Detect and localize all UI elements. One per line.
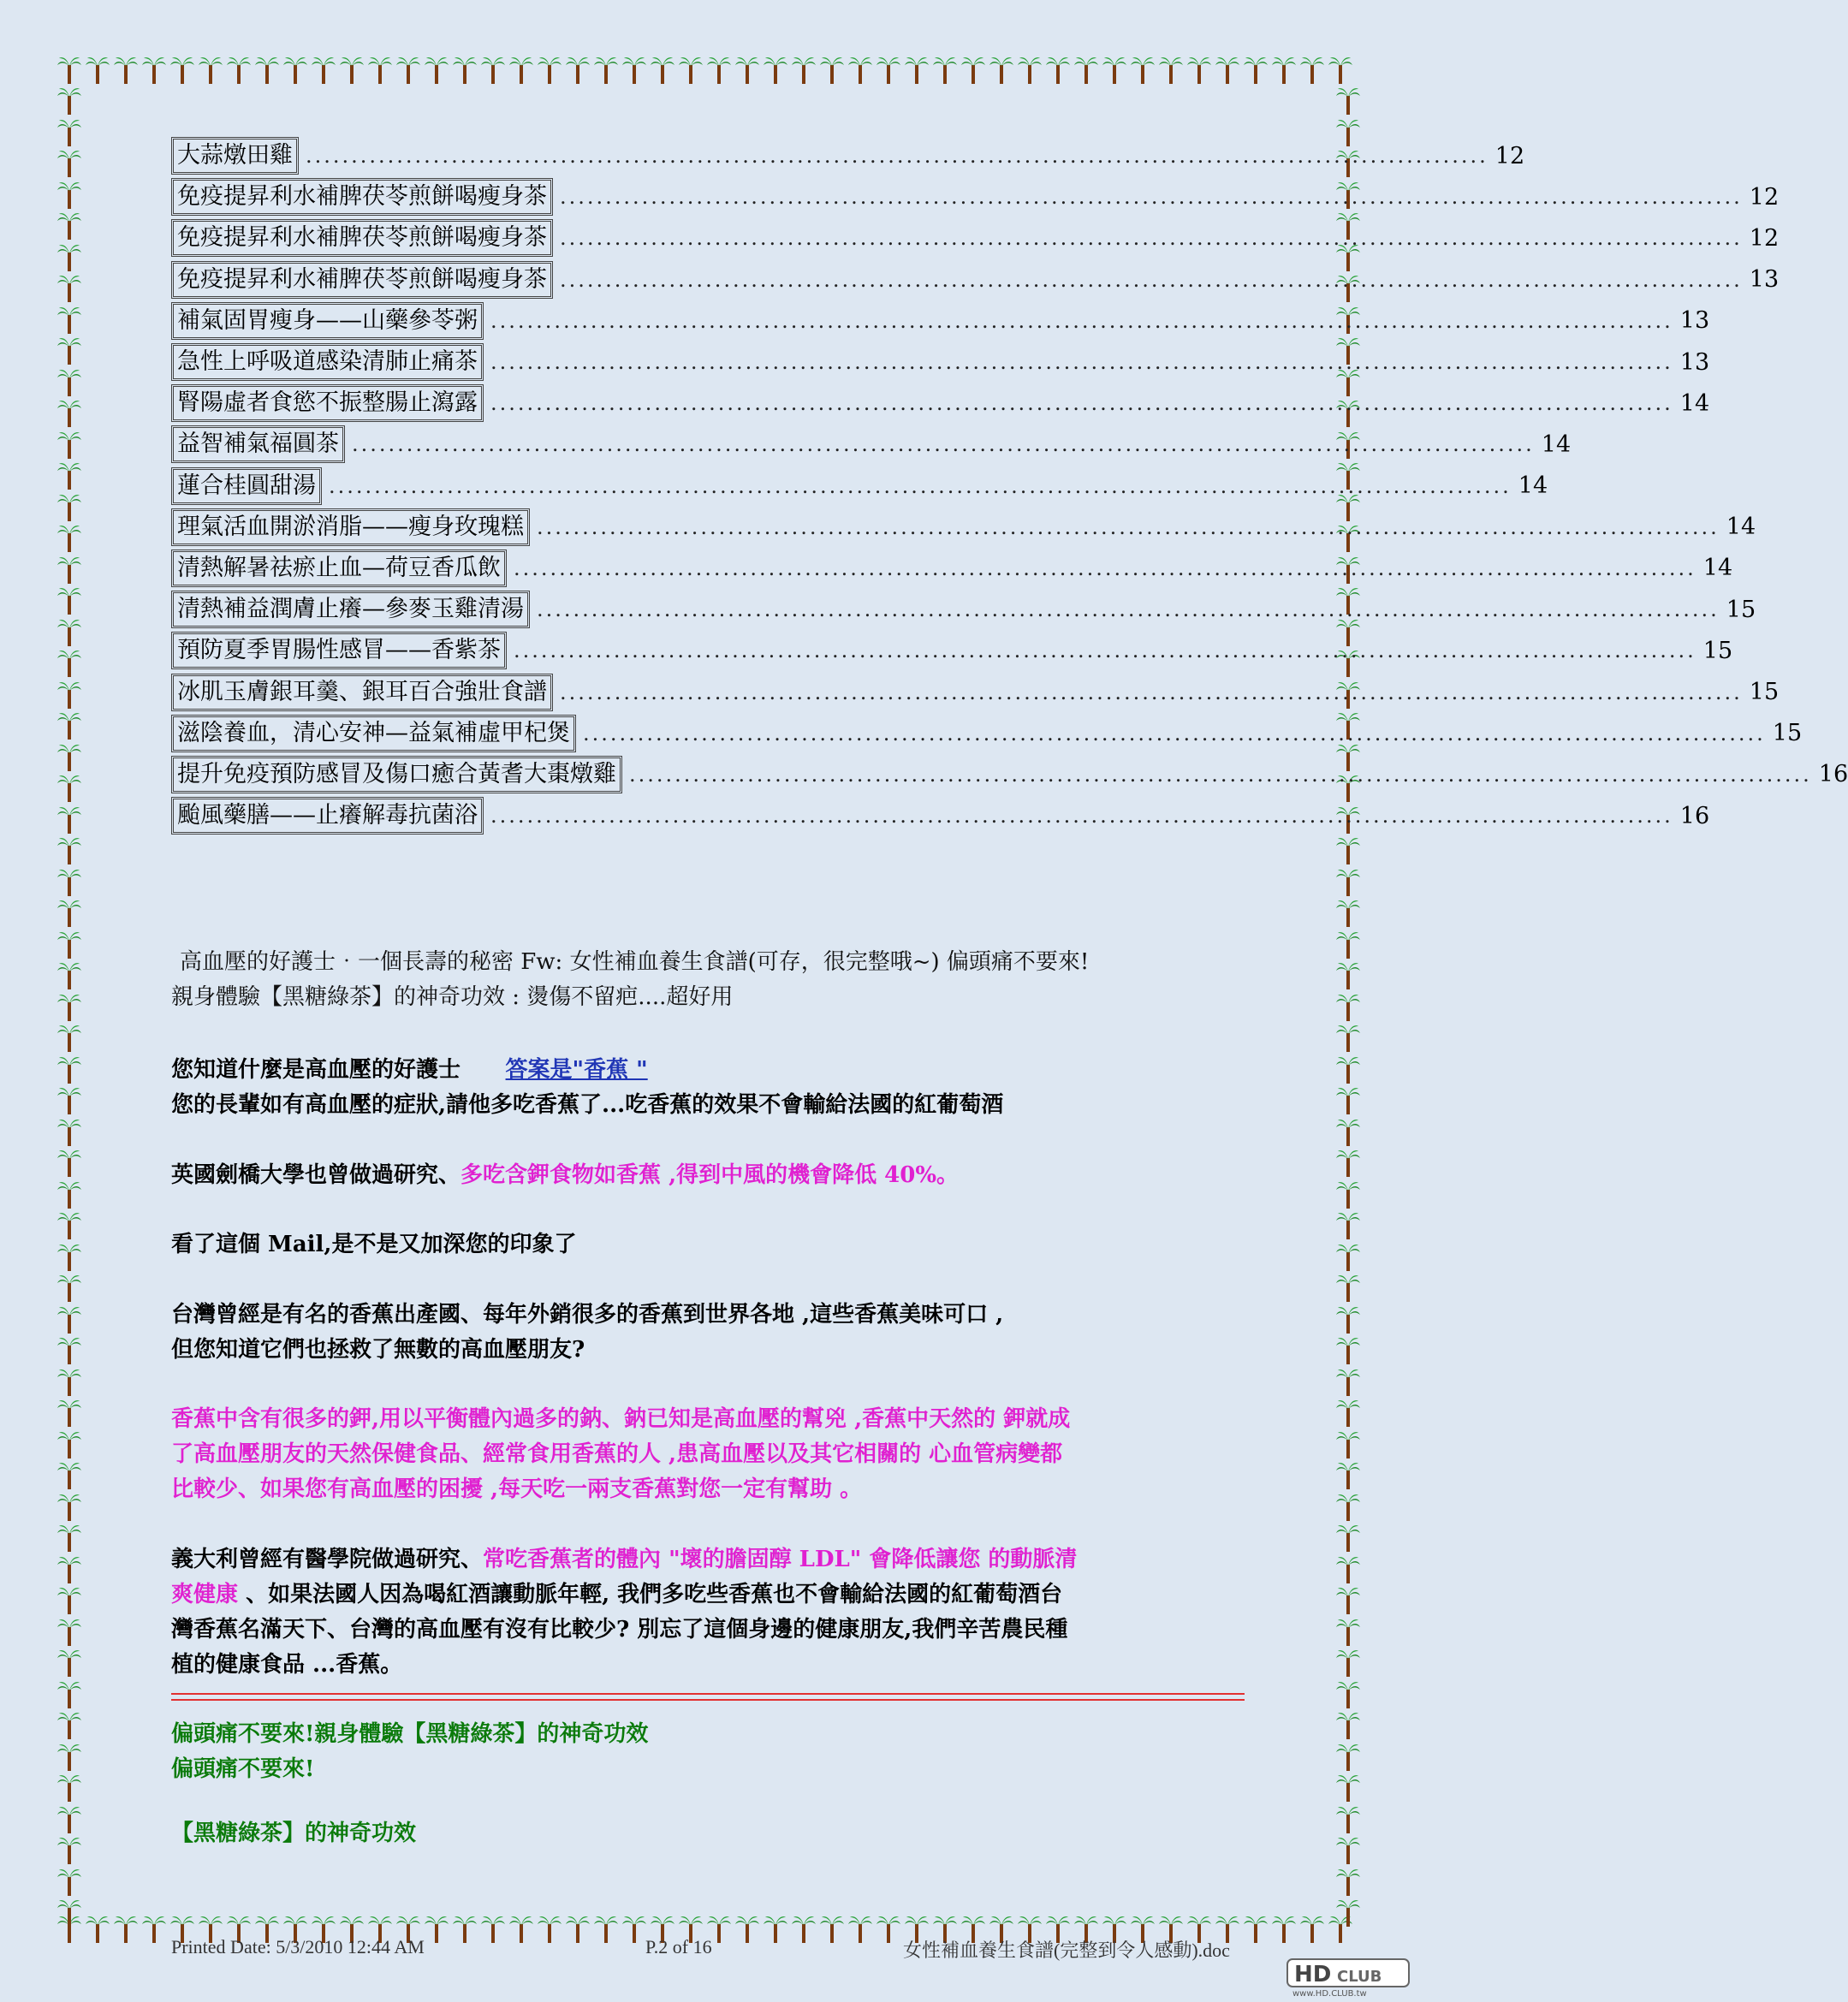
toc-leader-dots: .................................................................................................................................. <box>490 804 1673 829</box>
palm-tree-icon <box>1299 55 1325 84</box>
toc-entry-page: 14 <box>1541 431 1572 458</box>
palm-tree-icon <box>1335 1648 1361 1677</box>
table-of-contents <box>171 135 1848 836</box>
palm-tree-icon <box>1186 55 1212 84</box>
palm-tree-icon <box>56 1710 82 1739</box>
toc-entry-page: 15 <box>1772 720 1803 747</box>
toc-entry[interactable] <box>171 466 1548 507</box>
palm-tree-icon <box>1335 930 1361 959</box>
toc-leader-dots: .................................................................................................................................. <box>629 762 1812 787</box>
toc-leader-dots: .................................................................................................................................. <box>514 555 1696 580</box>
green-heading-line-1: 偏頭痛不要來!親身體驗【黑糖綠茶】的神奇功效 <box>171 1721 649 1747</box>
palm-tree-icon <box>56 492 82 521</box>
palm-tree-icon <box>56 1210 82 1239</box>
toc-leader-dots: .................................................................................................................................. <box>352 432 1535 457</box>
palm-tree-icon <box>56 898 82 927</box>
palm-tree-icon <box>395 55 421 84</box>
toc-entry-page: 15 <box>1749 679 1780 706</box>
palm-tree-icon <box>56 1617 82 1646</box>
palm-tree-icon <box>56 1867 82 1896</box>
palm-tree-icon <box>56 1773 82 1802</box>
toc-entry[interactable] <box>171 671 1780 712</box>
palm-tree-icon <box>56 1054 82 1084</box>
palm-tree-icon <box>1130 55 1156 84</box>
green-heading <box>171 1717 1250 1787</box>
article-question <box>171 1053 1250 1123</box>
paragraph-3: 看了這個 Mail,是不是又加深您的印象了 <box>171 1232 577 1257</box>
palm-tree-icon <box>282 55 308 84</box>
palm-tree-icon <box>56 1304 82 1334</box>
toc-entry-page: 12 <box>1494 142 1525 169</box>
palm-tree-icon <box>367 55 393 84</box>
paragraph-1: 您的長輩如有高血壓的症狀,請他多吃香蕉了...吃香蕉的效果不會輸給法國的紅葡萄酒 <box>171 1092 1004 1118</box>
palm-tree-icon <box>537 1914 562 1943</box>
palm-tree-icon <box>1335 1335 1361 1364</box>
toc-entry-page: 16 <box>1679 802 1710 829</box>
palm-tree-icon <box>1335 1242 1361 1271</box>
answer-link[interactable]: 答案是"香蕉 " <box>505 1057 648 1083</box>
toc-entry-title[interactable]: 清熱解暑祛瘀止血—荷豆香瓜飲 <box>171 550 507 587</box>
palm-tree-icon <box>56 930 82 959</box>
palm-tree-icon <box>1335 1460 1361 1489</box>
palm-tree-icon <box>763 1914 788 1943</box>
palm-tree-icon <box>56 430 82 459</box>
toc-entry[interactable] <box>171 795 1710 836</box>
palm-tree-icon <box>56 1898 82 1927</box>
palm-tree-icon <box>1335 1554 1361 1583</box>
palm-tree-icon <box>56 55 82 84</box>
paragraph-5-line-1: 香蕉中含有很多的鉀,用以平衡體內過多的鈉、鈉已知是高血壓的幫兇 ,香蕉中天然的 鉀就成 <box>171 1406 1071 1432</box>
palm-tree-icon <box>56 1492 82 1521</box>
question-label: 您知道什麼是高血壓的好護士 <box>171 1057 461 1083</box>
toc-entry-page: 14 <box>1702 555 1733 582</box>
palm-tree-icon <box>1335 1773 1361 1802</box>
palm-tree-icon <box>56 835 82 864</box>
palm-tree-icon <box>141 1914 167 1943</box>
palm-tree-icon <box>56 1523 82 1552</box>
paragraph-5-line-3: 比較少、如果您有高血壓的困擾 ,每天吃一兩支香蕉對您一定有幫助 。 <box>171 1476 863 1502</box>
toc-entry[interactable] <box>171 259 1780 300</box>
palm-tree-icon <box>56 680 82 709</box>
palm-tree-icon <box>56 617 82 646</box>
palm-tree-icon <box>113 55 139 84</box>
palm-tree-icon <box>1335 1804 1361 1833</box>
palm-tree-icon <box>56 86 82 115</box>
toc-entry-page: 12 <box>1749 224 1780 252</box>
printed-date: Printed Date: 5/3/2010 12:44 AM <box>171 1936 425 1957</box>
palm-tree-icon <box>1335 1492 1361 1521</box>
toc-leader-dots: .................................................................................................................................. <box>560 680 1743 704</box>
paragraph-4-line-2: 但您知道它們也拯救了無數的高血壓朋友? <box>171 1337 585 1363</box>
palm-tree-icon <box>1335 1054 1361 1084</box>
palm-tree-icon <box>1335 1429 1361 1458</box>
green-heading-3: 【黑糖綠茶】的神奇功效 <box>171 1821 417 1846</box>
toc-entry-page: 14 <box>1726 514 1756 541</box>
toc-entry-page: 16 <box>1818 761 1848 788</box>
palm-tree-icon <box>56 1023 82 1052</box>
palm-tree-icon <box>56 1117 82 1146</box>
palm-tree-icon <box>85 55 110 84</box>
palm-tree-icon <box>1243 1914 1269 1943</box>
palm-tree-icon <box>1335 1617 1361 1646</box>
palm-tree-icon <box>1335 1679 1361 1708</box>
palm-tree-icon <box>650 55 675 84</box>
intro-line-1: 高血壓的好護士‧一個長壽的秘密 Fw: 女性補血養生食譜(可存，很完整哦~) 偏頭痛不要來! <box>180 949 1090 975</box>
logo-subtext: www.HD.CLUB.tw <box>1292 1989 1367 1999</box>
toc-entry[interactable] <box>171 507 1756 548</box>
palm-tree-icon <box>1243 55 1269 84</box>
palm-tree-icon <box>1335 835 1361 864</box>
palm-tree-icon <box>960 55 986 84</box>
palm-tree-icon <box>56 523 82 552</box>
palm-tree-icon <box>1335 898 1361 927</box>
palm-tree-icon <box>56 867 82 896</box>
palm-tree-icon <box>989 55 1014 84</box>
palm-tree-icon <box>593 1914 619 1943</box>
palm-tree-icon <box>1335 1398 1361 1427</box>
palm-tree-icon <box>932 55 958 84</box>
paragraph-2 <box>171 1158 1250 1193</box>
toc-entry-title[interactable]: 腎陽虛者食慾不振整腸止瀉露 <box>171 384 484 422</box>
palm-tree-icon <box>1335 1210 1361 1239</box>
palm-tree-icon <box>706 55 732 84</box>
palm-tree-icon <box>56 180 82 209</box>
palm-tree-icon <box>537 55 562 84</box>
toc-entry-title[interactable]: 蓮合桂圓甜湯 <box>171 467 322 505</box>
palm-tree-icon <box>1335 867 1361 896</box>
paragraph-6-highlight-2: 爽健康 <box>171 1582 239 1607</box>
toc-entry-title[interactable]: 冰肌玉膚銀耳羹、銀耳百合強壯食譜 <box>171 674 553 711</box>
palm-tree-icon <box>791 55 817 84</box>
palm-tree-icon <box>424 1914 449 1943</box>
toc-leader-dots: .................................................................................................................................. <box>537 597 1720 622</box>
palm-tree-icon <box>763 55 788 84</box>
palm-tree-icon <box>169 55 195 84</box>
palm-tree-icon <box>113 1914 139 1943</box>
palm-tree-icon <box>621 55 647 84</box>
palm-tree-icon <box>593 55 619 84</box>
palm-tree-icon <box>56 805 82 834</box>
palm-tree-icon <box>56 117 82 146</box>
palm-tree-icon <box>876 1914 901 1943</box>
palm-tree-icon <box>1328 55 1353 84</box>
palm-tree-icon <box>56 1429 82 1458</box>
intro-line-2: 親身體驗【黑糖綠茶】的神奇功效 : 燙傷不留疤....超好用 <box>171 984 734 1010</box>
palm-tree-icon <box>1045 55 1071 84</box>
paragraph-4 <box>171 1298 1250 1368</box>
toc-entry[interactable] <box>171 589 1756 630</box>
palm-tree-icon <box>1335 1523 1361 1552</box>
toc-entry[interactable] <box>171 217 1780 258</box>
toc-leader-dots: .................................................................................................................................. <box>329 473 1512 498</box>
toc-entry[interactable] <box>171 548 1733 589</box>
palm-tree-icon <box>56 1335 82 1364</box>
palm-tree-icon <box>56 211 82 240</box>
toc-entry-title[interactable]: 益智補氣福圓茶 <box>171 425 345 463</box>
palm-tree-icon <box>1335 1585 1361 1614</box>
palm-tree-icon <box>452 55 478 84</box>
paragraph-6-line-1 <box>171 1542 1250 1577</box>
palm-tree-icon <box>1335 1117 1361 1146</box>
toc-leader-dots: .................................................................................................................................. <box>306 144 1489 169</box>
toc-entry-page: 13 <box>1749 266 1780 294</box>
palm-tree-icon <box>56 773 82 802</box>
palm-tree-icon <box>1102 55 1127 84</box>
logo-mark: HD <box>1294 1962 1332 1987</box>
palm-tree-icon <box>56 1148 82 1177</box>
paragraph-2-highlight: 多吃含鉀食物如香蕉 ,得到中風的機會降低 40%。 <box>461 1162 960 1188</box>
paragraph-6-highlight: 常吃香蕉者的體內 "壞的膽固醇 LDL" 會降低讓您 的動脈清 <box>483 1547 1078 1572</box>
paragraph-4-line-1: 台灣曾經是有名的香蕉出產國、每年外銷很多的香蕉到世界各地 ,這些香蕉美味可口 , <box>171 1302 1004 1328</box>
palm-tree-icon <box>1335 1148 1361 1177</box>
palm-tree-icon <box>508 55 534 84</box>
toc-entry-title[interactable]: 清熱補益潤膚止癢—參麥玉雞清湯 <box>171 591 530 628</box>
palm-tree-icon <box>56 1648 82 1677</box>
palm-tree-icon <box>847 55 873 84</box>
toc-entry-title[interactable]: 免疫提昇利水補脾茯苓煎餅喝瘦身茶 <box>171 261 553 299</box>
palm-tree-icon <box>56 1742 82 1771</box>
toc-entry-page: 12 <box>1749 183 1780 211</box>
palm-tree-icon <box>254 55 280 84</box>
palm-tree-icon <box>1335 1023 1361 1052</box>
toc-entry-page: 15 <box>1726 596 1756 623</box>
toc-entry-title[interactable]: 提升免疫預防感冒及傷口癒合黃耆大棗燉雞 <box>171 756 622 793</box>
palm-tree-icon <box>1073 55 1099 84</box>
palm-tree-icon <box>1335 86 1361 115</box>
toc-entry-page: 13 <box>1679 348 1710 376</box>
palm-tree-icon <box>56 460 82 490</box>
palm-tree-icon <box>1017 55 1043 84</box>
palm-tree-icon <box>1335 1867 1361 1896</box>
toc-entry-title[interactable]: 預防夏季胃腸性感冒——香紫茶 <box>171 632 507 669</box>
toc-leader-dots: .................................................................................................................................. <box>514 639 1696 663</box>
palm-tree-icon <box>621 1914 647 1943</box>
paragraph-6-line-3: 灣香蕉名滿天下、台灣的高血壓有沒有比較少? 別忘了這個身邊的健康朋友,我們辛苦農民種 <box>171 1617 1068 1643</box>
palm-tree-icon <box>56 1273 82 1302</box>
palm-tree-icon <box>678 55 704 84</box>
palm-tree-icon <box>56 710 82 740</box>
toc-leader-dots: .................................................................................................................................. <box>490 391 1673 416</box>
toc-entry[interactable] <box>171 424 1572 465</box>
palm-tree-icon <box>480 55 506 84</box>
paragraph-6-text-2: 、如果法國人因為喝紅酒讓動脈年輕, 我們多吃些香蕉也不會輸給法國的紅葡萄酒台 <box>238 1582 1063 1607</box>
palm-tree-icon <box>819 1914 845 1943</box>
palm-tree-icon <box>56 1554 82 1583</box>
palm-tree-icon <box>1335 1273 1361 1302</box>
palm-tree-icon <box>56 992 82 1021</box>
palm-tree-icon <box>1335 1085 1361 1114</box>
palm-tree-icon <box>56 1367 82 1396</box>
palm-tree-icon <box>1299 1914 1325 1943</box>
palm-tree-icon <box>1215 55 1240 84</box>
toc-entry[interactable] <box>171 713 1803 754</box>
palm-tree-icon <box>56 742 82 771</box>
palm-tree-icon <box>56 1179 82 1209</box>
palm-tree-icon <box>56 585 82 615</box>
palm-tree-icon <box>56 148 82 177</box>
palm-tree-icon <box>56 1460 82 1489</box>
palm-tree-icon <box>1335 1367 1361 1396</box>
palm-tree-icon <box>1271 1914 1297 1943</box>
palm-tree-icon <box>1335 1710 1361 1739</box>
toc-entry[interactable] <box>171 135 1525 176</box>
paragraph-5-line-2: 了高血壓朋友的天然保健食品、經常食用香蕉的人 ,患高血壓以及其它相關的 心血管病變都 <box>171 1441 1063 1467</box>
palm-tree-icon <box>85 1914 110 1943</box>
toc-leader-dots: .................................................................................................................................. <box>560 185 1743 210</box>
palm-tree-icon <box>819 55 845 84</box>
palm-tree-icon <box>56 305 82 334</box>
palm-tree-icon <box>56 336 82 365</box>
toc-entry[interactable] <box>171 300 1710 342</box>
toc-leader-dots: .................................................................................................................................. <box>490 350 1673 375</box>
palm-tree-icon <box>734 1914 760 1943</box>
toc-entry[interactable] <box>171 383 1710 424</box>
toc-leader-dots: .................................................................................................................................. <box>560 267 1743 292</box>
intro-paragraph <box>171 945 1250 1015</box>
palm-tree-icon <box>56 273 82 302</box>
palm-tree-icon <box>904 55 930 84</box>
toc-leader-dots: .................................................................................................................................. <box>537 514 1720 539</box>
paragraph-6 <box>171 1542 1250 1683</box>
palm-tree-icon <box>56 648 82 677</box>
palm-tree-icon <box>56 1679 82 1708</box>
toc-entry-title[interactable]: 免疫提昇利水補脾茯苓煎餅喝瘦身茶 <box>171 219 553 257</box>
toc-entry[interactable] <box>171 342 1710 383</box>
toc-leader-dots: .................................................................................................................................. <box>560 226 1743 251</box>
toc-entry[interactable] <box>171 754 1848 795</box>
paragraph-6-line-4: 植的健康食品 ...香蕉。 <box>171 1652 403 1678</box>
palm-tree-icon <box>339 55 365 84</box>
palm-tree-icon <box>847 1914 873 1943</box>
palm-tree-icon <box>876 55 901 84</box>
palm-tree-icon <box>56 1398 82 1427</box>
palm-tree-icon <box>56 555 82 584</box>
palm-tree-icon <box>565 55 591 84</box>
palm-tree-icon <box>734 55 760 84</box>
palm-tree-icon <box>1335 992 1361 1021</box>
toc-entry-page: 13 <box>1679 307 1710 335</box>
toc-entry-title[interactable]: 颱風藥膳——止癢解毒抗菌浴 <box>171 797 484 835</box>
palm-tree-icon <box>56 242 82 271</box>
palm-tree-icon <box>56 960 82 989</box>
palm-tree-icon <box>1335 1742 1361 1771</box>
toc-entry-title[interactable]: 理氣活血開淤消脂——瘦身玫瑰糕 <box>171 508 530 546</box>
document-name: 女性補血養生食譜(完整到令人感動).doc <box>903 1940 1230 1961</box>
palm-tree-icon <box>198 55 223 84</box>
palm-tree-icon <box>56 1085 82 1114</box>
palm-tree-icon <box>1271 55 1297 84</box>
toc-leader-dots: .................................................................................................................................. <box>490 308 1673 333</box>
palm-tree-icon <box>311 55 336 84</box>
palm-tree-icon <box>56 1585 82 1614</box>
toc-entry-page: 14 <box>1679 389 1710 417</box>
toc-entry[interactable] <box>171 630 1733 671</box>
palm-tree-icon <box>565 1914 591 1943</box>
paragraph-6-text: 義大利曾經有醫學院做過研究、 <box>171 1547 484 1572</box>
palm-tree-icon <box>452 1914 478 1943</box>
palm-tree-icon <box>508 1914 534 1943</box>
palm-tree-icon <box>791 1914 817 1943</box>
toc-entry-title[interactable]: 免疫提昇利水補脾茯苓煎餅喝瘦身茶 <box>171 178 553 216</box>
palm-tree-icon <box>56 1835 82 1864</box>
red-double-separator <box>171 1693 1245 1712</box>
paragraph-6-line-2 <box>171 1577 1250 1613</box>
paragraph-5 <box>171 1402 1250 1507</box>
page-number: P.2 of 16 <box>645 1936 712 1957</box>
palm-tree-icon <box>141 55 167 84</box>
toc-entry-title[interactable]: 大蒜燉田雞 <box>171 137 299 175</box>
palm-tree-icon <box>1335 1898 1361 1927</box>
palm-tree-icon <box>56 398 82 427</box>
palm-tree-icon <box>56 367 82 396</box>
palm-tree-icon <box>1335 1304 1361 1334</box>
toc-entry-title[interactable]: 急性上呼吸道感染清肺止痛茶 <box>171 343 484 381</box>
toc-entry-title[interactable]: 補氣固胃瘦身——山藥參苓粥 <box>171 302 484 340</box>
svg-text:CLUB: CLUB <box>1337 1968 1382 1986</box>
palm-tree-icon <box>56 1242 82 1271</box>
palm-tree-icon <box>1158 55 1184 84</box>
palm-tree-icon <box>480 1914 506 1943</box>
toc-entry-page: 15 <box>1702 637 1733 664</box>
toc-entry-title[interactable]: 滋陰養血，清心安神—益氣補虛甲杞煲 <box>171 715 576 752</box>
toc-entry[interactable] <box>171 176 1780 217</box>
paragraph-2-text: 英國劍橋大學也曾做過研究、 <box>171 1162 461 1188</box>
hd-club-logo <box>1284 1956 1412 1999</box>
palm-tree-icon <box>226 55 252 84</box>
palm-tree-icon <box>1335 1179 1361 1209</box>
toc-entry-page: 14 <box>1518 472 1548 500</box>
toc-leader-dots: .................................................................................................................................. <box>583 721 1766 746</box>
palm-tree-icon <box>1335 960 1361 989</box>
palm-tree-icon <box>56 1804 82 1833</box>
green-heading-line-2: 偏頭痛不要來! <box>171 1756 315 1782</box>
palm-tree-icon <box>424 55 449 84</box>
palm-tree-icon <box>1335 1835 1361 1864</box>
